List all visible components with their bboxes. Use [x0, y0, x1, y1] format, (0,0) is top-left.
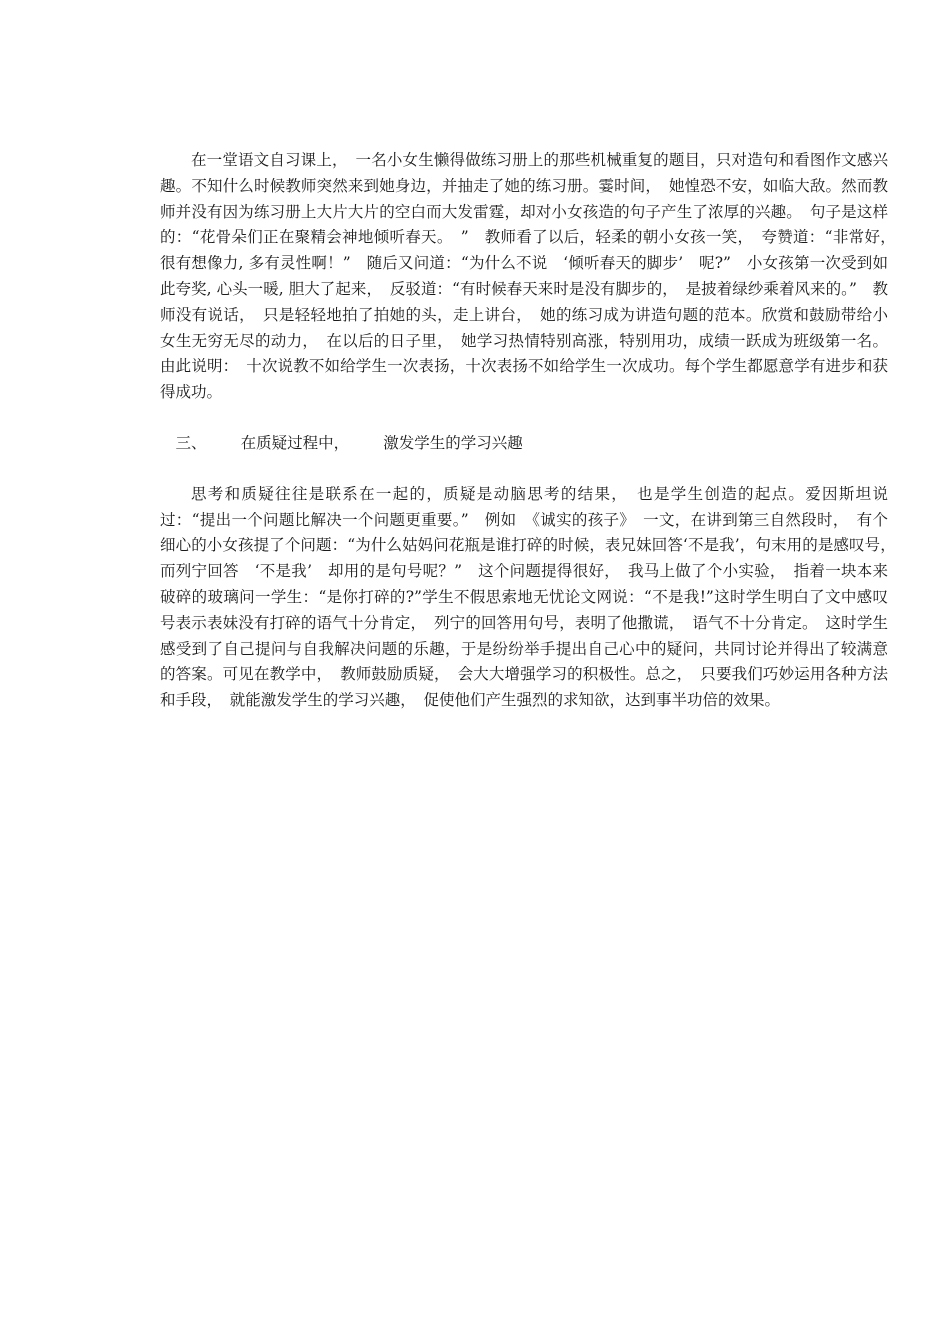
- document-body: [160, 148, 904, 714]
- section-heading-part2: 激发学生的学习兴趣: [383, 433, 523, 452]
- section-number: 三、: [175, 433, 207, 452]
- paragraph-questioning: 思考和质疑往往是联系在一起的，质疑是动脑思考的结果， 也是学生创造的起点。爱因斯坦说过：“提出一个问题比解决一个问题更重要。” 例如 《诚实的孩子》 一文，在讲到第三自然段时， 有个细心的小女孩提了个问题：“为什么姑妈问花瓶是谁打碎的时候，表兄妹回答‘不是我’，句末用的是感叹号， 而列宁回答 ‘不是我’ 却用的是句号呢？” 这个问题提得很好， 我马上做了个小实验， 指着一块本来破碎的玻璃问一学生：“是你打碎的?”学生不假思索地无忧论文网说：“不是我!”这时学生明白了文中感叹号表示表妹没有打碎的语气十分肯定， 列宁的回答用句号，表明了他撒谎， 语气不十分肯定。 这时学生感受到了自己提问与自我解决问题的乐趣，于是纷纷举手提出自己心中的疑问，共同讨论并得出了较满意的答案。可见在教学中， 教师鼓励质疑， 会大大增强学习的积极性。总之， 只要我们巧妙运用各种方法和手段， 就能激发学生的学习兴趣， 促使他们产生强烈的求知欲，达到事半功倍的效果。: [160, 484, 904, 710]
- section-heading-part1: 在质疑过程中，: [240, 433, 350, 452]
- paragraph-praise-story: 在一堂语文自习课上， 一名小女生懒得做练习册上的那些机械重复的题目，只对造句和看图作文感兴趣。不知什么时候教师突然来到她身边，并抽走了她的练习册。霎时间， 她惶恐不安，如临大敌。然而教师并没有因为练习册上大片大片的空白而大发雷霆，却对小女孩造的句子产生了浓厚的兴趣。 句子是这样的：“花骨朵们正在聚精会神地倾听春天。 ” 教师看了以后，轻柔的朝小女孩一笑， 夸赞道：“非常好， 很有想像力, 多有灵性啊！” 随后又问道：“为什么不说 ‘倾听春天的脚步’ 呢?” 小女孩第一次受到如此夸奖, 心头一暖, 胆大了起来， 反驳道：“有时候春天来时是没有脚步的， 是披着绿纱乘着风来的。” 教师没有说话， 只是轻轻地拍了拍她的头，走上讲台， 她的练习成为讲造句题的范本。欣赏和鼓励带给小女生无穷无尽的动力， 在以后的日子里， 她学习热情特别高涨，特别用功，成绩一跃成为班级第一名。由此说明： 十次说教不如给学生一次表扬，十次表扬不如给学生一次成功。每个学生都愿意学有进步和获得成功。: [160, 151, 904, 402]
- section-heading: [160, 431, 888, 457]
